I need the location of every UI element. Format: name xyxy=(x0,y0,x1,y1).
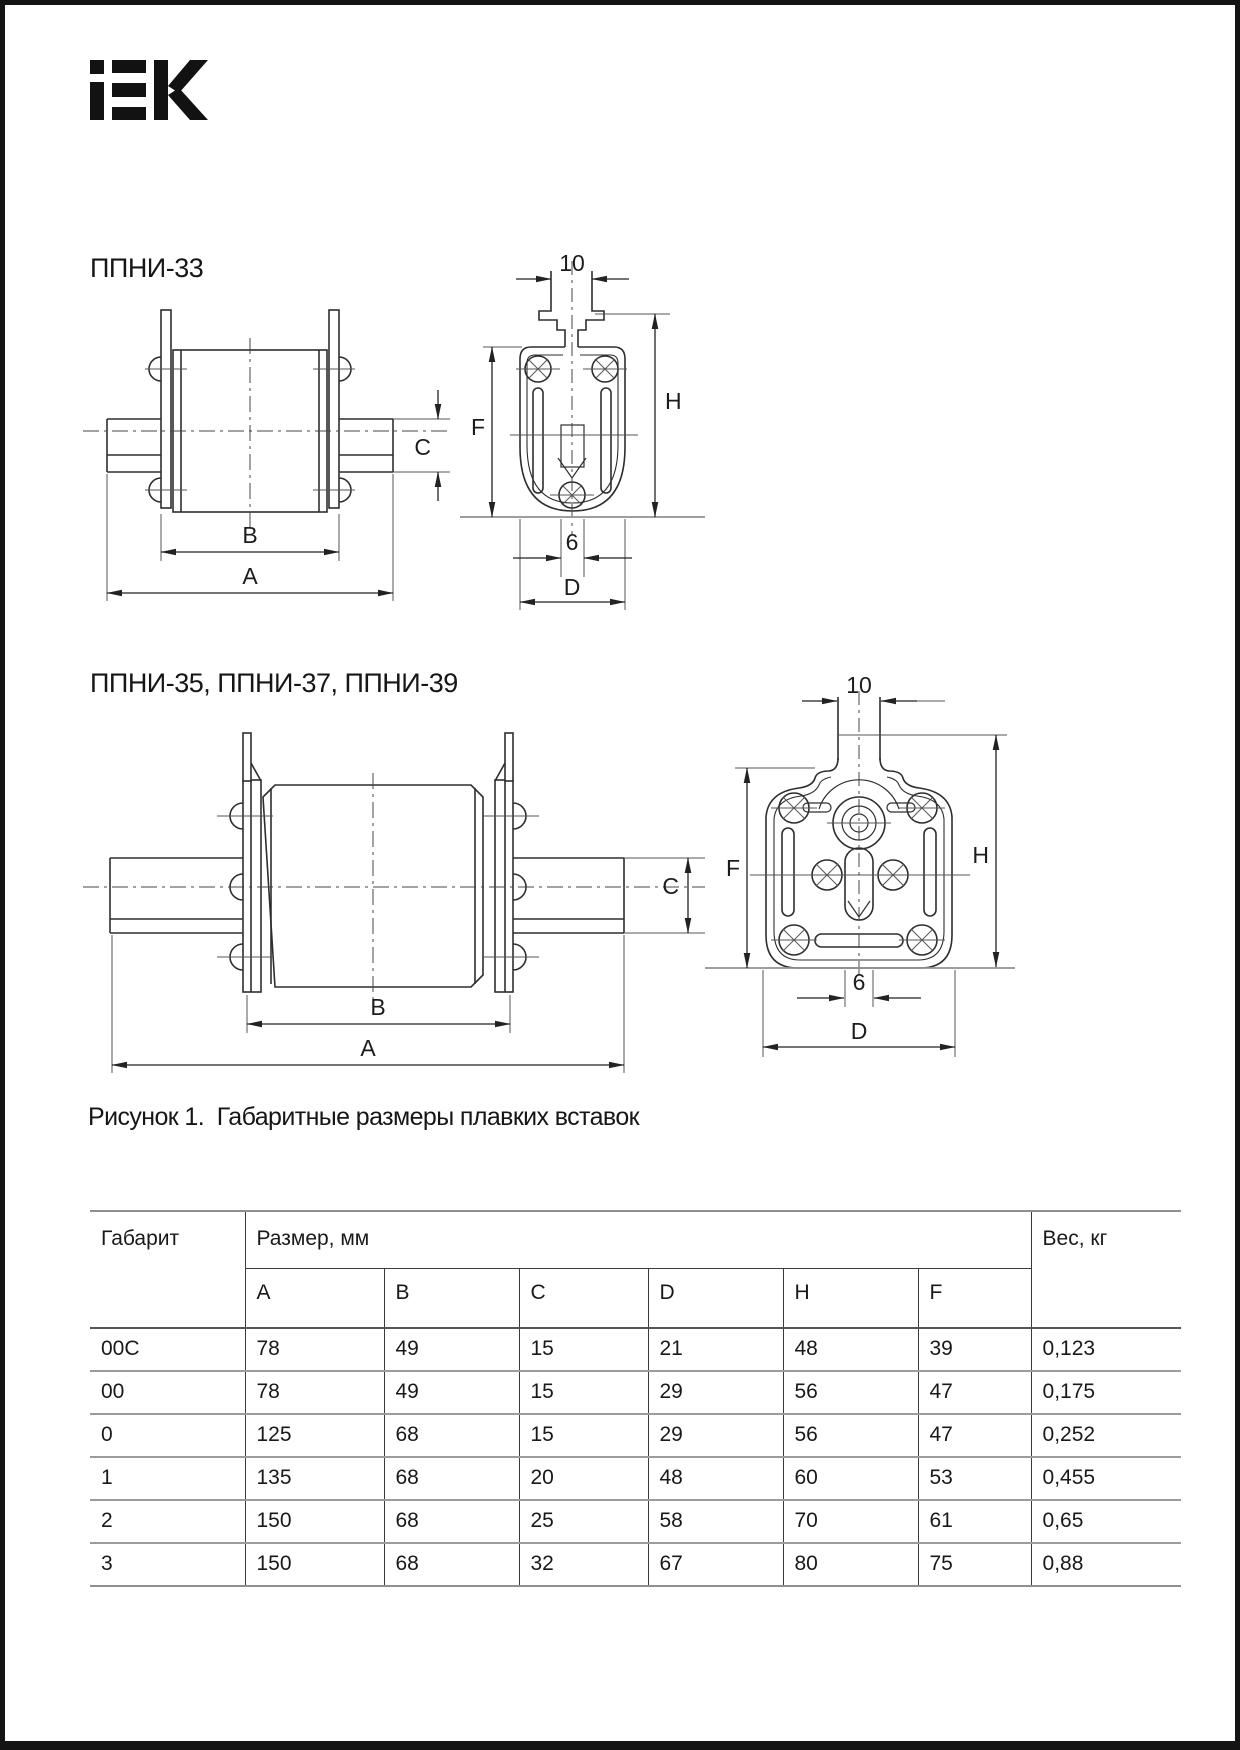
dim-label-F: F xyxy=(470,414,485,440)
col-header-size-mm: Размер, мм xyxy=(245,1211,1031,1268)
table-cell: 15 xyxy=(519,1328,648,1371)
col-header-D: D xyxy=(648,1268,783,1328)
table-cell: 2 xyxy=(90,1500,245,1543)
table-cell: 48 xyxy=(783,1328,918,1371)
table-cell: 150 xyxy=(245,1543,384,1586)
table-cell: 0,175 xyxy=(1031,1371,1181,1414)
ppni33-front-view-thin-lines xyxy=(460,261,705,610)
table-cell: 70 xyxy=(783,1500,918,1543)
table-cell: 60 xyxy=(783,1457,918,1500)
dim-label-F: F xyxy=(725,855,740,881)
table-cell: 1 xyxy=(90,1457,245,1500)
table-cell: 78 xyxy=(245,1371,384,1414)
table-row xyxy=(90,1414,1181,1457)
table-cell: 0,455 xyxy=(1031,1457,1181,1500)
heading-ppni35-37-39: ППНИ-35, ППНИ-37, ППНИ-39 xyxy=(90,668,458,698)
table-cell: 125 xyxy=(245,1414,384,1457)
table-cell: 25 xyxy=(519,1500,648,1543)
table-cell: 56 xyxy=(783,1414,918,1457)
table-row xyxy=(90,1500,1181,1543)
table-cell: 15 xyxy=(519,1371,648,1414)
dim-label-C: C xyxy=(662,873,679,899)
dim-label-10: 10 xyxy=(846,672,872,698)
table-cell: 3 xyxy=(90,1543,245,1586)
table-cell: 47 xyxy=(918,1371,1031,1414)
dim-label-B: B xyxy=(370,994,386,1020)
table-cell: 0,252 xyxy=(1031,1414,1181,1457)
table-cell: 61 xyxy=(918,1500,1031,1543)
dim-label-6: 6 xyxy=(852,969,866,995)
table-cell: 80 xyxy=(783,1543,918,1586)
table-cell: 48 xyxy=(648,1457,783,1500)
table-cell: 49 xyxy=(384,1328,519,1371)
table-cell: 21 xyxy=(648,1328,783,1371)
dim-label-D: D xyxy=(850,1018,868,1044)
dim-label-D: D xyxy=(563,574,581,600)
table-cell: 68 xyxy=(384,1414,519,1457)
table-cell: 15 xyxy=(519,1414,648,1457)
table-cell: 49 xyxy=(384,1371,519,1414)
col-header-A: A xyxy=(245,1268,384,1328)
dim-label-C: C xyxy=(414,434,431,460)
table-cell: 78 xyxy=(245,1328,384,1371)
dimensions-table xyxy=(90,1210,1181,1587)
table-cell: 53 xyxy=(918,1457,1031,1500)
table-cell: 68 xyxy=(384,1500,519,1543)
dim-label-H: H xyxy=(665,388,682,414)
dim-label-B: B xyxy=(242,522,258,548)
table-cell: 00C xyxy=(101,1337,140,1360)
table-cell: 29 xyxy=(648,1414,783,1457)
ppni35-side-view xyxy=(110,733,624,992)
table-cell: 0,123 xyxy=(1031,1328,1181,1371)
table-cell: 0,65 xyxy=(1031,1500,1181,1543)
table-row xyxy=(90,1328,1181,1371)
table-cell: 68 xyxy=(384,1457,519,1500)
table-cell: 39 xyxy=(918,1328,1031,1371)
col-header-B: B xyxy=(384,1268,519,1328)
ppni35-front-view-thin-lines xyxy=(705,691,1015,1057)
table-cell: 0 xyxy=(90,1414,245,1457)
col-header-H: H xyxy=(783,1268,918,1328)
table-cell: 56 xyxy=(783,1371,918,1414)
table-cell: 47 xyxy=(918,1414,1031,1457)
figure-ppni33-drawing xyxy=(80,230,710,620)
table-cell: 58 xyxy=(648,1500,783,1543)
dim-label-10: 10 xyxy=(559,250,585,276)
iek-logo-glyphs xyxy=(90,60,208,120)
figure-ppni35-drawing xyxy=(80,645,1140,1080)
col-header-gabarit: Габарит xyxy=(90,1211,245,1328)
iek-logo xyxy=(90,60,208,120)
col-header-weight: Вес, кг xyxy=(1031,1211,1181,1328)
table-cell: 135 xyxy=(245,1457,384,1500)
heading-ppni33: ППНИ-33 xyxy=(90,253,204,283)
dim-label-H: H xyxy=(972,842,989,868)
figure-caption: Рисунок 1. Габаритные размеры плавких вставок xyxy=(88,1103,639,1131)
dimensions-table-wrap xyxy=(90,1210,1181,1587)
table-cell: 150 xyxy=(245,1500,384,1543)
table-cell: 00 xyxy=(90,1371,245,1414)
table-cell: 29 xyxy=(648,1371,783,1414)
table-row xyxy=(90,1457,1181,1500)
table-row xyxy=(90,1371,1181,1414)
table-header-row-1 xyxy=(90,1211,1181,1268)
table-header-row-2 xyxy=(90,1268,1181,1328)
table-cell: 0,88 xyxy=(1031,1543,1181,1586)
table-cell: 67 xyxy=(648,1543,783,1586)
table-row xyxy=(90,1543,1181,1586)
dim-label-6: 6 xyxy=(565,529,579,555)
col-header-C: C xyxy=(519,1268,648,1328)
table-cell: 68 xyxy=(384,1543,519,1586)
table-cell: 20 xyxy=(519,1457,648,1500)
ppni35-front-view-dimensions xyxy=(747,701,996,1047)
table-cell: 75 xyxy=(918,1543,1031,1586)
col-header-F: F xyxy=(918,1268,1031,1328)
dim-label-A: A xyxy=(242,563,258,589)
table-cell: 32 xyxy=(519,1543,648,1586)
dim-label-A: A xyxy=(360,1035,376,1061)
